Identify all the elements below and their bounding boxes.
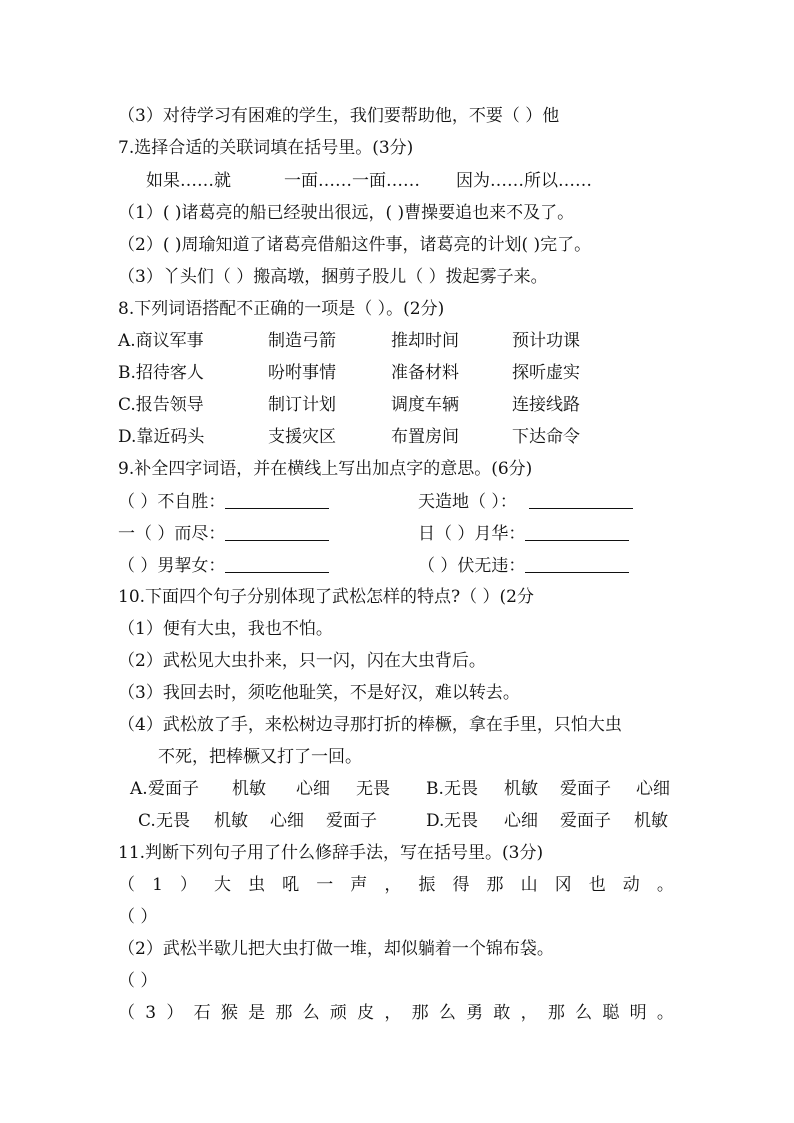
glyph: 明 — [629, 1003, 647, 1023]
q8-cell: 调度车辆 — [391, 395, 459, 415]
choice-word: 爱面子 — [326, 811, 377, 831]
glyph: 大 — [214, 875, 232, 895]
q9-title: 9.补全四字词语，并在横线上写出加点字的意思。(6分) — [118, 459, 533, 479]
choice-word: 机敏 — [634, 811, 668, 831]
glyph: 虫 — [248, 875, 266, 895]
glyph: 1 — [152, 875, 163, 895]
answer-blank[interactable] — [225, 522, 329, 541]
q10-item-4: （4）武松放了手，来松树边寻那打折的棒橛，拿在手里，只怕大虫 — [118, 715, 622, 735]
choice-word: 心细 — [636, 779, 670, 799]
glyph: 山 — [520, 875, 538, 895]
q7-option-3: 因为……所以…… — [456, 171, 592, 191]
glyph: （ — [118, 1003, 135, 1023]
glyph: 那 — [486, 875, 504, 895]
glyph: 那 — [411, 1003, 429, 1023]
choice-word: 心细 — [504, 811, 538, 831]
q8-cell: 连接线路 — [512, 395, 580, 415]
choice-a-label: A. — [130, 779, 148, 799]
glyph: 动 — [622, 875, 640, 895]
q8-title: 8.下列词语搭配不正确的一项是（ ）。(2分) — [118, 299, 445, 319]
q8-cell: A.商议军事 — [118, 331, 204, 351]
q9-term: 一（ ）而尽： — [118, 524, 226, 544]
q7-item-3: （3）丫头们（ ）搬高墩，捆剪子股儿（ ）拨起雾子来。 — [118, 267, 548, 287]
glyph: 3 — [145, 1003, 157, 1023]
glyph: 得 — [452, 875, 470, 895]
q8-cell: C.报告领导 — [118, 395, 204, 415]
q7-title: 7.选择合适的关联词填在括号里。(3分) — [118, 138, 414, 158]
choice-word: 机敏 — [232, 779, 266, 799]
glyph: 皮 — [357, 1003, 375, 1023]
glyph: 冈 — [554, 875, 572, 895]
q8-cell: 推却时间 — [391, 331, 459, 351]
q8-cell: B.招待客人 — [118, 363, 204, 383]
answer-blank[interactable] — [525, 554, 629, 573]
q10-item-4-cont: 不死，把棒橛又打了一回。 — [158, 747, 362, 767]
glyph: 是 — [248, 1003, 266, 1023]
q7-option-1: 如果……就 — [146, 171, 231, 191]
q9-term: （ ）男挈女： — [118, 556, 226, 576]
choice-word: 爱面子 — [560, 779, 611, 799]
q8-cell: 支援灾区 — [268, 427, 336, 447]
glyph: 么 — [575, 1003, 593, 1023]
q8-cell: 布置房间 — [391, 427, 459, 447]
glyph: 吼 — [282, 875, 300, 895]
glyph: ， — [520, 1003, 538, 1023]
answer-blank[interactable] — [225, 490, 329, 509]
glyph: 聪 — [602, 1003, 620, 1023]
glyph: 振 — [418, 875, 436, 895]
q6-item-3: （3）对待学习有困难的学生，我们要帮助他，不要（ ）他 — [118, 106, 560, 126]
q8-cell: 吩咐事情 — [268, 363, 336, 383]
answer-blank[interactable] — [525, 522, 629, 541]
choice-word: 机敏 — [214, 811, 248, 831]
answer-blank[interactable] — [529, 490, 633, 509]
q8-cell: 制订计划 — [268, 395, 336, 415]
q9-term: （ ）不自胜： — [118, 492, 226, 512]
q11-item-1 — [118, 874, 674, 896]
glyph: 么 — [302, 1003, 320, 1023]
q11-item-3 — [118, 1002, 674, 1024]
glyph: 。 — [656, 875, 674, 895]
choice-word: 机敏 — [504, 779, 538, 799]
q9-term: （ ）伏无违： — [418, 556, 526, 576]
glyph: 顽 — [329, 1003, 347, 1023]
q10-item-3: （3）我回去时，须吃他耻笑，不是好汉，难以转去。 — [118, 683, 520, 703]
glyph: 声 — [350, 875, 368, 895]
choice-word: 心细 — [270, 811, 304, 831]
q11-title: 11.判断下列句子用了什么修辞手法，写在括号里。(3分) — [118, 843, 544, 863]
glyph: ） — [179, 875, 197, 895]
glyph: ， — [384, 1003, 402, 1023]
q7-option-2: 一面……一面…… — [284, 171, 420, 191]
q10-item-1: （1）便有大虫，我也不怕。 — [118, 619, 333, 639]
q8-cell: 探听虚实 — [512, 363, 580, 383]
glyph: 也 — [588, 875, 606, 895]
glyph: 猴 — [220, 1003, 238, 1023]
choice-word: 爱面子 — [560, 811, 611, 831]
glyph: 勇 — [466, 1003, 484, 1023]
glyph: 么 — [438, 1003, 456, 1023]
choice-d-label: D. — [426, 811, 445, 831]
q7-item-2: （2）( )周瑜知道了诸葛亮借船这件事，诸葛亮的计划( )完了。 — [118, 235, 592, 255]
choice-c-label: C. — [138, 811, 156, 831]
glyph: 敢 — [493, 1003, 511, 1023]
q9-term: 天造地（ ）： — [418, 492, 517, 512]
glyph: ， — [384, 875, 402, 895]
q10-title: 10.下面四个句子分别体现了武松怎样的特点?（ ）(2分 — [118, 587, 535, 607]
choice-word: 心细 — [296, 779, 330, 799]
q11-answer-2[interactable]: （ ） — [118, 971, 158, 991]
answer-blank[interactable] — [225, 554, 329, 573]
glyph: ） — [166, 1003, 184, 1023]
q9-term: 日（ ）月华： — [418, 524, 526, 544]
q8-cell: 预计功课 — [512, 331, 580, 351]
glyph: 那 — [275, 1003, 293, 1023]
glyph: 石 — [193, 1003, 211, 1023]
q8-cell: D.靠近码头 — [118, 427, 205, 447]
q8-cell: 准备材料 — [391, 363, 459, 383]
choice-word: 无畏 — [444, 779, 478, 799]
glyph: 。 — [656, 1003, 674, 1023]
q11-answer-1[interactable]: （ ） — [118, 907, 158, 927]
q10-item-2: （2）武松见大虫扑来，只一闪，闪在大虫背后。 — [118, 651, 486, 671]
choice-word: 无畏 — [444, 811, 478, 831]
choice-word: 无畏 — [156, 811, 190, 831]
choice-b-label: B. — [426, 779, 444, 799]
q8-cell: 制造弓箭 — [268, 331, 336, 351]
glyph: 一 — [316, 875, 334, 895]
glyph: 那 — [547, 1003, 565, 1023]
q11-item-2: （2）武松半歇儿把大虫打做一堆，却似躺着一个锦布袋。 — [118, 939, 554, 959]
choice-word: 爱面子 — [148, 779, 199, 799]
choice-word: 无畏 — [356, 779, 390, 799]
q7-item-1: （1）( )诸葛亮的船已经驶出很远，( )曹操要追也来不及了。 — [118, 203, 575, 223]
glyph: （ — [118, 875, 135, 895]
q8-cell: 下达命令 — [512, 427, 580, 447]
